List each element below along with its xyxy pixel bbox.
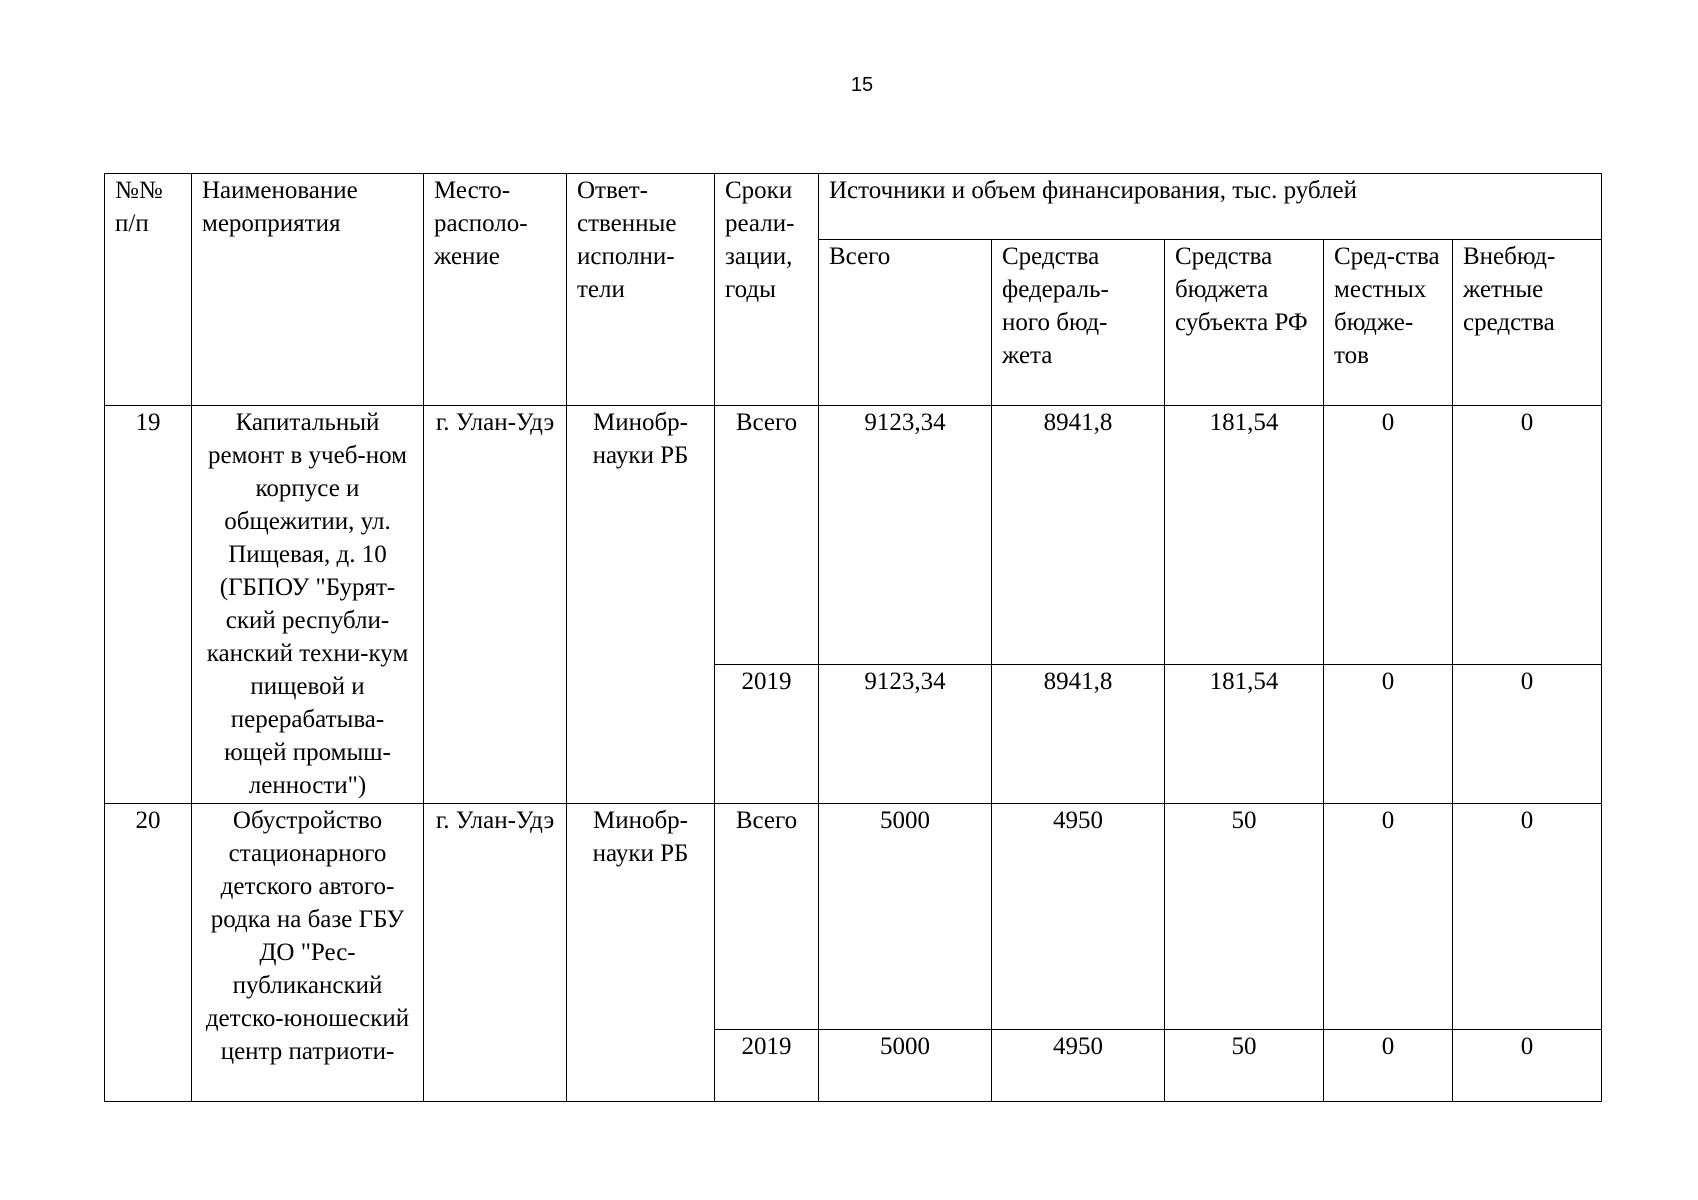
row-extra: 0 — [1453, 406, 1602, 665]
row-extra: 0 — [1453, 804, 1602, 1030]
row-federal: 4950 — [992, 1030, 1165, 1102]
row-federal: 8941,8 — [992, 665, 1165, 804]
page-number: 15 — [850, 74, 874, 96]
header-terms: Сроки реали-зации, годы — [715, 174, 819, 406]
row-num: 19 — [105, 406, 192, 804]
row-regional: 181,54 — [1165, 665, 1324, 804]
row-total: 9123,34 — [819, 665, 992, 804]
row-regional: 181,54 — [1165, 406, 1324, 665]
header-regional: Средства бюджета субъекта РФ — [1165, 240, 1324, 406]
header-responsible: Ответ-ственные исполни-тели — [567, 174, 715, 406]
row-federal: 8941,8 — [992, 406, 1165, 665]
header-row-1 — [105, 174, 1602, 240]
row-location: г. Улан-Удэ — [424, 804, 567, 1102]
table-row — [105, 804, 1602, 1030]
row-responsible: Минобр-науки РБ — [567, 406, 715, 804]
table-row — [105, 406, 1602, 665]
row-federal: 4950 — [992, 804, 1165, 1030]
row-num: 20 — [105, 804, 192, 1102]
row-local: 0 — [1324, 406, 1453, 665]
row-local: 0 — [1324, 804, 1453, 1030]
header-name: Наименование мероприятия — [192, 174, 424, 406]
row-total: 9123,34 — [819, 406, 992, 665]
header-extra: Внебюд-жетные средства — [1453, 240, 1602, 406]
row-name: Обустройство стационарного детского автого-родка на базе ГБУ ДО "Рес-публиканский детско-юношеский центр патриоти- — [192, 804, 424, 1102]
row-location: г. Улан-Удэ — [424, 406, 567, 804]
header-location: Место-располо-жение — [424, 174, 567, 406]
header-num: №№ п/п — [105, 174, 192, 406]
row-period: Всего — [715, 804, 819, 1030]
row-regional: 50 — [1165, 804, 1324, 1030]
financing-table — [104, 173, 1602, 1102]
row-period: 2019 — [715, 1030, 819, 1102]
row-responsible: Минобр-науки РБ — [567, 804, 715, 1102]
row-local: 0 — [1324, 1030, 1453, 1102]
row-name: Капитальный ремонт в учеб-ном корпусе и общежитии, ул. Пищевая, д. 10 (ГБПОУ "Бурят-ский республи-канский техни-кум пищевой и перерабатыва-ющей промыш-ленности") — [192, 406, 424, 804]
row-local: 0 — [1324, 665, 1453, 804]
row-total: 5000 — [819, 804, 992, 1030]
row-extra: 0 — [1453, 665, 1602, 804]
header-financing: Источники и объем финансирования, тыс. рублей — [819, 174, 1602, 240]
header-total: Всего — [819, 240, 992, 406]
row-regional: 50 — [1165, 1030, 1324, 1102]
row-period: 2019 — [715, 665, 819, 804]
header-federal: Средства федераль-ного бюд-жета — [992, 240, 1165, 406]
row-extra: 0 — [1453, 1030, 1602, 1102]
row-total: 5000 — [819, 1030, 992, 1102]
header-local: Сред-ства местных бюдже-тов — [1324, 240, 1453, 406]
row-period: Всего — [715, 406, 819, 665]
